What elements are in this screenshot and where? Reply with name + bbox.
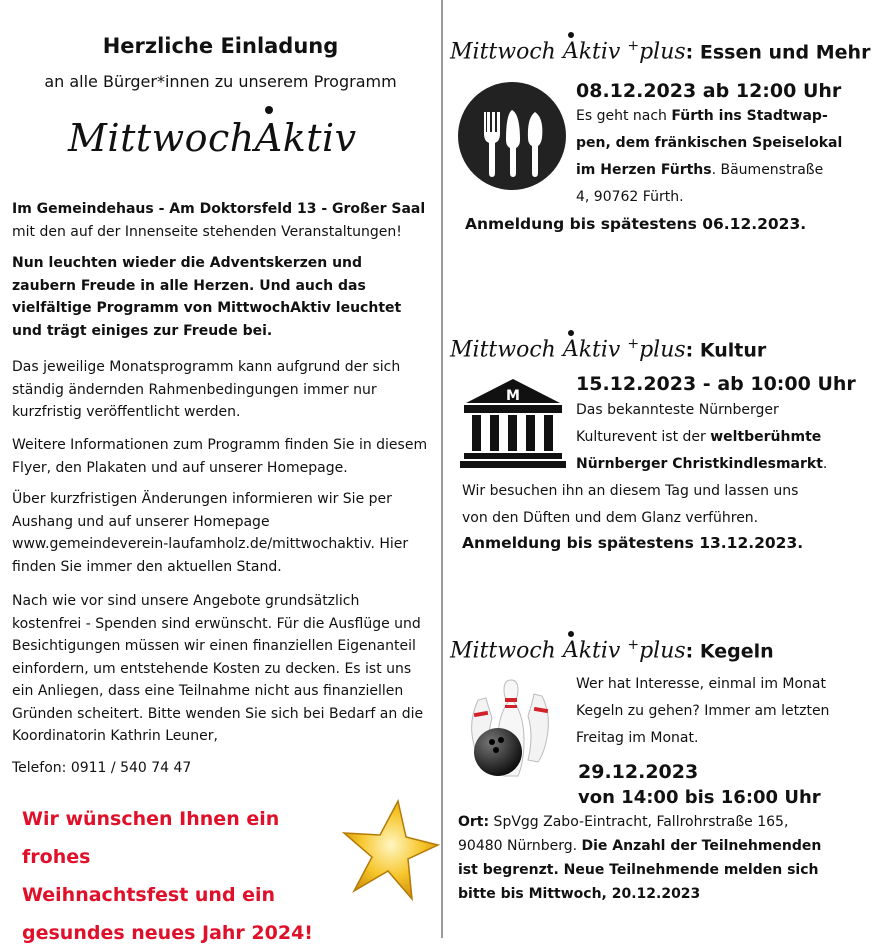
mittwochaktiv-logo: MittwochAktiv xyxy=(68,116,357,160)
event1-heading: Mittwoch Aktiv +plus: Essen und Mehr xyxy=(450,38,871,65)
program-paragraph: Das jeweilige Monatsprogramm kann aufgrund der sich ständig ändernden Rahmenbedingungen immer nur kurzfristig veröffentlicht werden. xyxy=(12,359,401,420)
event2-heading: Mittwoch Aktiv +plus: Kultur xyxy=(450,336,767,363)
invite-title: Herzliche Einladung xyxy=(102,34,339,58)
museum-letter: M xyxy=(506,388,520,404)
event2-text-continued: Wir besuchen ihn an diesem Tag und lassen uns von den Düften und dem Glanz verführen. xyxy=(462,483,799,526)
star-icon xyxy=(340,795,440,910)
event3-time: von 14:00 bis 16:00 Uhr xyxy=(578,787,821,808)
intro-paragraph: Nun leuchten wieder die Adventskerzen und zaubern Freude in alle Herzen. Und auch das vielfältige Programm von MittwochAktiv leuchtet und trägt einiges zur Freude bei. xyxy=(12,255,402,339)
greeting-line-1: Wir wünschen Ihnen ein frohes xyxy=(22,808,280,868)
greeting-line-3: gesundes neues Jahr 2024! xyxy=(22,922,313,944)
event2-date: 15.12.2023 - ab 10:00 Uhr xyxy=(576,373,856,395)
event3-heading: Mittwoch Aktiv +plus: Kegeln xyxy=(450,637,774,664)
event1-date: 08.12.2023 ab 12:00 Uhr xyxy=(576,80,842,102)
info-paragraph: Weitere Informationen zum Programm finden Sie in diesem Flyer, den Plakaten und auf unserer Homepage. xyxy=(12,437,428,476)
christmas-greeting xyxy=(22,800,352,952)
venue-bold: Im Gemeindehaus - Am Doktorsfeld 13 - Großer Saal xyxy=(12,201,426,217)
invite-subtitle: an alle Bürger*innen zu unserem Programm xyxy=(44,72,397,91)
event1-text: Es geht nach Fürth ins Stadtwap- pen, dem fränkischen Speiselokal im Herzen Fürths. Bäumenstraße 4, 90762 Fürth. xyxy=(576,108,843,205)
event3-date: 29.12.2023 xyxy=(578,761,699,783)
event1-registration: Anmeldung bis spätestens 06.12.2023. xyxy=(465,215,807,233)
event2-text: Das bekannteste Nürnberger Kulturevent ist der weltberühmte Nürnberger Christkindlesmarkt. xyxy=(576,402,828,472)
venue-rest: mit den auf der Innenseite stehenden Veranstaltungen! xyxy=(12,223,402,240)
updates-paragraph: Über kurzfristigen Änderungen informieren wir Sie per Aushang und auf unserer Homepage www.gemeindeverein-laufamholz.de/mittwochaktiv. Hier finden Sie immer den aktuellen Stand. xyxy=(12,491,409,575)
event3-text: Wer hat Interesse, einmal im Monat Kegeln zu gehen? Immer am letzten Freitag im Monat. xyxy=(576,676,830,746)
cutlery-icon xyxy=(458,82,566,190)
greeting-line-2: Weihnachtsfest und ein xyxy=(22,884,276,906)
event2-registration: Anmeldung bis spätestens 13.12.2023. xyxy=(462,534,804,552)
phone-number: Telefon: 0911 / 540 74 47 xyxy=(12,760,192,776)
costs-paragraph: Nach wie vor sind unsere Angebote grundsätzlich kostenfrei - Spenden sind erwünscht. Für die Ausflüge und Besichtigungen müssen wir einen finanziellen Eigenanteil einfordern, um entstehende Kosten zu decken. Es ist uns ein Anliegen, dass eine Teilnahme nicht aus finanziellen Gründen scheitert. Bitte wenden Sie sich bei Bedarf an die Koordinatorin Kathrin Leuner, xyxy=(12,593,424,744)
bowling-icon xyxy=(458,676,566,784)
event3-details: Ort: SpVgg Zabo-Eintracht, Fallrohrstraße 165, 90480 Nürnberg. Die Anzahl der Teilnehmenden ist begrenzt. Neue Teilnehmende melden sich bitte bis Mittwoch, 20.12.2023 xyxy=(458,814,822,902)
venue-paragraph xyxy=(12,198,428,243)
column-divider xyxy=(441,0,443,938)
museum-icon xyxy=(460,377,566,469)
